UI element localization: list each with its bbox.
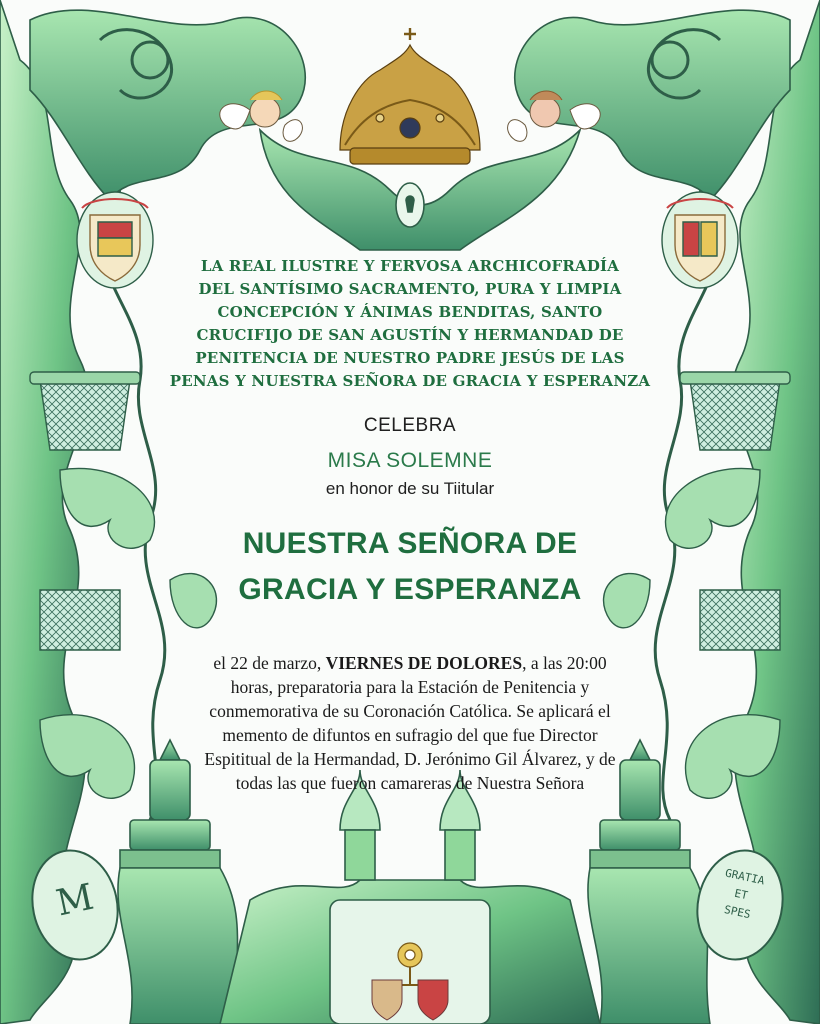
event-details — [150, 651, 670, 795]
details-line-3: conmemorativa de su Coronación Católica. Se aplicará el — [209, 701, 611, 721]
inscription-line-3: SPES — [723, 903, 752, 922]
cartouche-right-inscription — [707, 863, 775, 928]
invitation-text — [150, 245, 670, 795]
time-text: , a las 20:00 — [522, 653, 607, 673]
heading-line: DEL SANTÍSIMO SACRAMENTO, PURA Y LIMPIA — [198, 280, 622, 298]
brotherhood-name — [150, 255, 670, 393]
details-line-2: horas, preparatoria para la Estación de Penitencia y — [230, 677, 590, 697]
day-name: VIERNES DE DOLORES — [325, 653, 523, 673]
heading-line: CRUCIFIJO DE SAN AGUSTÍN Y HERMANDAD DE — [196, 326, 624, 344]
coat-of-arms-left-icon — [77, 192, 153, 288]
details-line-1 — [150, 651, 670, 675]
heading-line: LA REAL ILUSTRE Y FERVOSA ARCHICOFRADÍA — [200, 257, 620, 275]
honor-subtitle: en honor de su Tiitular — [325, 479, 495, 498]
heading-line: PENAS Y NUESTRA SEÑORA DE GRACIA Y ESPERANZA — [169, 372, 651, 390]
cartouche-left-monogram: M — [52, 876, 98, 925]
heading-line: CONCEPCIÓN Y ÁNIMAS BENDITAS, SANTO — [217, 303, 603, 321]
details-line-5: Espititual de la Hermandad, D. Jerónimo Gil Álvarez, y de — [204, 749, 616, 769]
titular-line: NUESTRA SEÑORA DE — [242, 527, 578, 560]
heading-line: PENITENCIA DE NUESTRO PADRE JESÚS DE LAS — [195, 349, 625, 367]
crown-icon — [340, 28, 480, 164]
titular-name — [150, 521, 670, 613]
celebra-label: CELEBRA — [363, 415, 457, 436]
inscription-line-2: ET — [733, 886, 749, 903]
details-line-4: memento de difuntos en sufragio del que fue Director — [222, 725, 598, 745]
date-text: el 22 de marzo, — [213, 653, 326, 673]
details-line-6: todas las que fueron camareras de Nuestra Señora — [235, 773, 585, 793]
coat-of-arms-right-icon — [662, 192, 738, 288]
inscription-line-1: GRATIA — [724, 866, 766, 888]
keyhole-ornament — [396, 183, 424, 227]
titular-line: GRACIA Y ESPERANZA — [238, 573, 582, 606]
mass-title: MISA SOLEMNE — [327, 449, 493, 472]
